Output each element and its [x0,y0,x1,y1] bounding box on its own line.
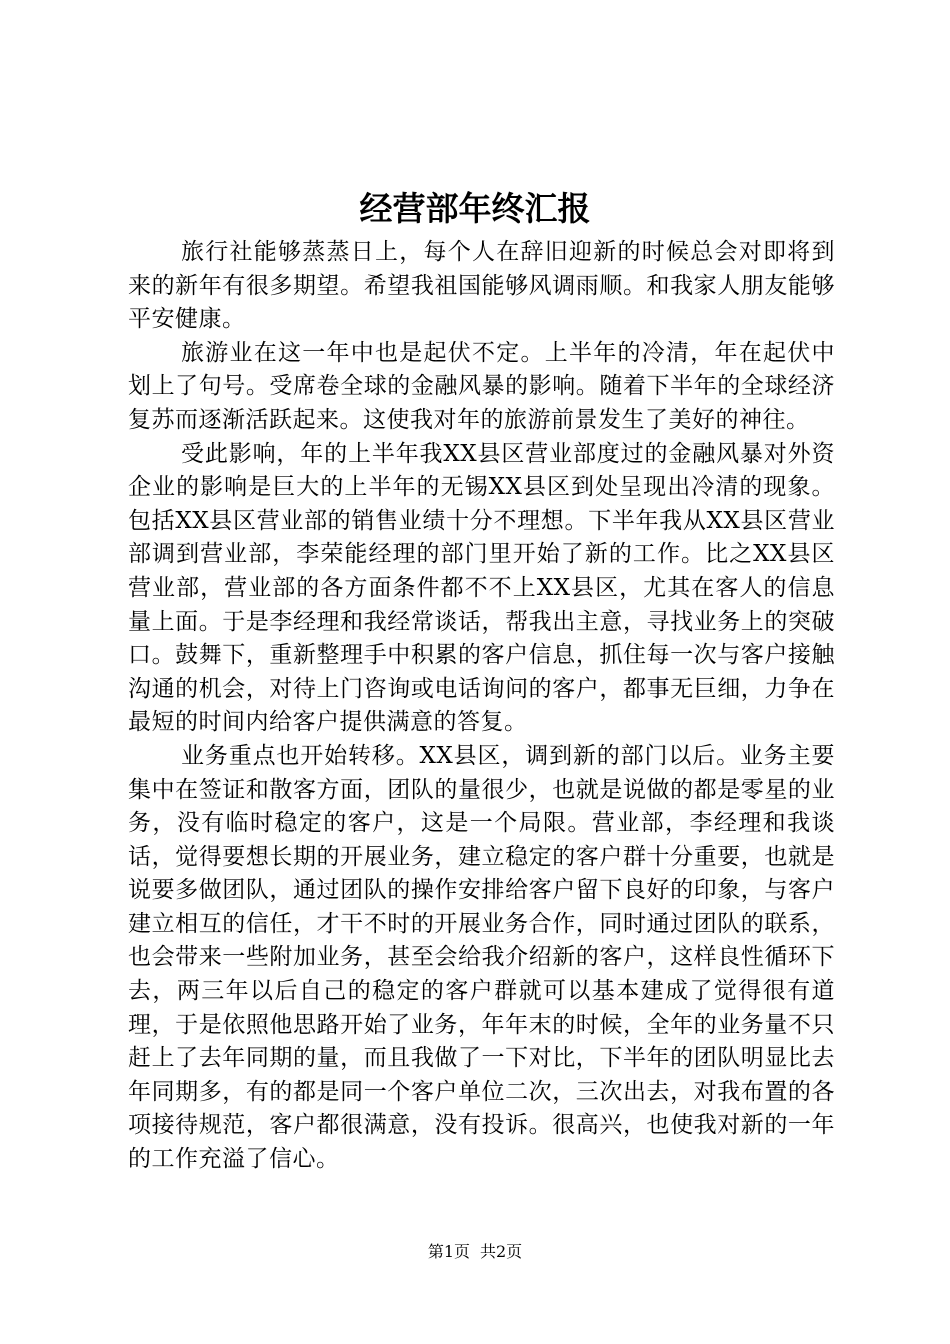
page-footer [0,1240,950,1264]
paragraph: 受此影响，年的上半年我XX县区营业部度过的金融风暴对外资企业的影响是巨大的上半年的无锡XX县区到处呈现出冷清的现象。包括XX县区营业部的销售业绩十分不理想。下半年我从XX县区营业部调到营业部，李荣能经理的部门里开始了新的工作。比之XX县区营业部，营业部的各方面条件都不不上XX县区，尤其在客人的信息量上面。于是李经理和我经常谈话，帮我出主意，寻找业务上的突破口。鼓舞下，重新整理手中积累的客户信息，抓住每一次与客户接触沟通的机会，对待上门咨询或电话询问的客户，都事无巨细，力争在最短的时间内给客户提供满意的答复。 [128,440,835,736]
paragraph: 旅游业在这一年中也是起伏不定。上半年的冷清，年在起伏中划上了句号。受席卷全球的金融风暴的影响。随着下半年的全球经济复苏而逐渐活跃起来。这使我对年的旅游前景发生了美好的神往。 [128,339,835,433]
document-body [128,236,835,1177]
page-number: 第1页 [427,1242,470,1261]
paragraph: 业务重点也开始转移。XX县区，调到新的部门以后。业务主要集中在签证和散客方面，团队的量很少，也就是说做的都是零星的业务，没有临时稳定的客户，这是一个局限。营业部，李经理和我谈话，觉得要想长期的开展业务，建立稳定的客户群十分重要，也就是说要多做团队，通过团队的操作安排给客户留下良好的印象，与客户建立相互的信任，才干不时的开展业务合作，同时通过团队的联系，也会带来一些附加业务，甚至会给我介绍新的客户，这样良性循环下去，两三年以后自己的稳定的客户群就可以基本建成了觉得很有道理，于是依照他思路开始了业务，年年末的时候，全年的业务量不只赶上了去年同期的量，而且我做了一下对比，下半年的团队明显比去年同期多，有的都是同一个客户单位二次，三次出去，对我布置的各项接待规范，客户都很满意，没有投诉。很高兴，也使我对新的一年的工作充溢了信心。 [128,742,835,1173]
document-title: 经营部年终汇报 [359,189,591,228]
page-total: 共2页 [480,1242,523,1261]
paragraph: 旅行社能够蒸蒸日上，每个人在辞旧迎新的时候总会对即将到来的新年有很多期望。希望我祖国能够风调雨顺。和我家人朋友能够平安健康。 [128,239,835,333]
